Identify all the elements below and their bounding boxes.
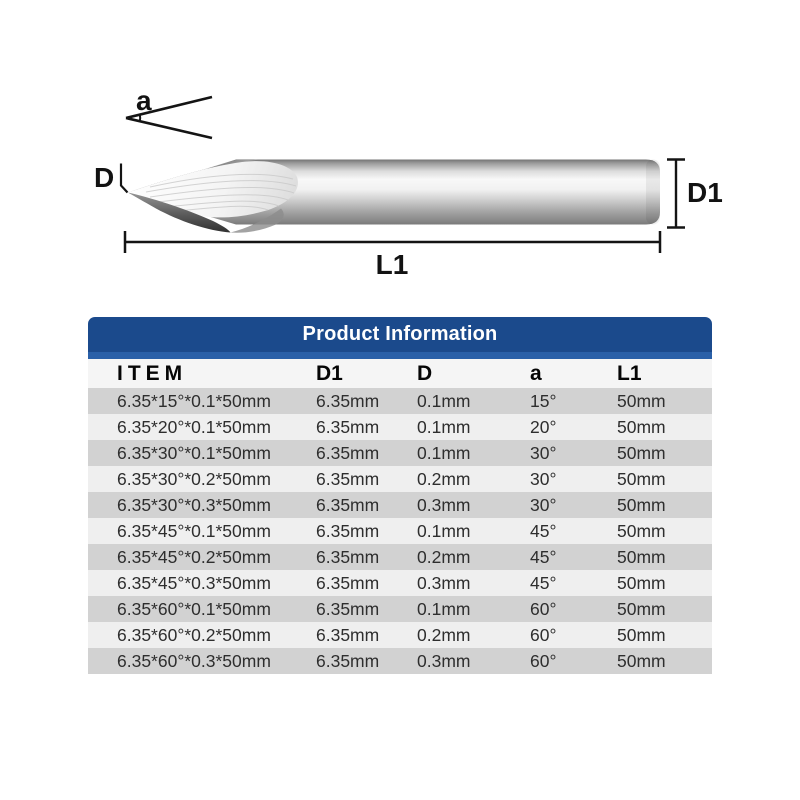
shank: [236, 160, 660, 225]
angle-label: a: [136, 85, 152, 116]
cell-d1: 6.35mm: [316, 598, 380, 619]
column-header-l1: L1: [617, 361, 642, 385]
cell-l1: 50mm: [617, 390, 666, 411]
engraving-bit-drawing: [128, 160, 660, 233]
tip-diameter-bracket: [121, 164, 128, 193]
cell-item: 6.35*30°*0.2*50mm: [117, 468, 271, 489]
cell-l1: 50mm: [617, 650, 666, 671]
column-header-a: a: [530, 361, 542, 385]
column-header-d: D: [417, 361, 433, 385]
cell-l1: 50mm: [617, 494, 666, 515]
table-row: [88, 466, 712, 492]
cell-a: 30°: [530, 468, 557, 489]
table-row: [88, 648, 712, 674]
table-row: [88, 388, 712, 414]
cell-d: 0.3mm: [417, 494, 471, 515]
cell-a: 20°: [530, 416, 557, 437]
cell-item: 6.35*45°*0.3*50mm: [117, 572, 271, 593]
cell-l1: 50mm: [617, 624, 666, 645]
tool-diagram: [0, 0, 800, 310]
table-body: [88, 388, 712, 674]
table-row: [88, 440, 712, 466]
table-row: [88, 544, 712, 570]
cell-d: 0.3mm: [417, 650, 471, 671]
cell-l1: 50mm: [617, 598, 666, 619]
table-row: [88, 622, 712, 648]
table-row: [88, 492, 712, 518]
shank-diameter-label: D1: [687, 177, 723, 208]
cell-a: 15°: [530, 390, 557, 411]
cell-item: 6.35*20°*0.1*50mm: [117, 416, 271, 437]
cell-d: 0.1mm: [417, 442, 471, 463]
product-table: [88, 317, 712, 674]
table-row: [88, 596, 712, 622]
cell-item: 6.35*45°*0.2*50mm: [117, 546, 271, 567]
cell-item: 6.35*60°*0.3*50mm: [117, 650, 271, 671]
cell-d1: 6.35mm: [316, 494, 380, 515]
cell-d: 0.2mm: [417, 624, 471, 645]
cell-d1: 6.35mm: [316, 520, 380, 541]
cell-l1: 50mm: [617, 572, 666, 593]
cell-d1: 6.35mm: [316, 572, 380, 593]
column-header-item: ITEM: [117, 361, 188, 385]
length-label: L1: [375, 249, 409, 280]
shank-diameter-dimension: [667, 160, 685, 228]
cell-d1: 6.35mm: [316, 468, 380, 489]
table-title: Product Information: [88, 317, 712, 359]
cell-d: 0.1mm: [417, 390, 471, 411]
cell-d1: 6.35mm: [316, 650, 380, 671]
cell-d1: 6.35mm: [316, 442, 380, 463]
cell-a: 45°: [530, 546, 557, 567]
cell-item: 6.35*45°*0.1*50mm: [117, 520, 271, 541]
cell-item: 6.35*60°*0.1*50mm: [117, 598, 271, 619]
cell-a: 30°: [530, 494, 557, 515]
cell-l1: 50mm: [617, 520, 666, 541]
cell-d: 0.1mm: [417, 598, 471, 619]
cell-item: 6.35*30°*0.1*50mm: [117, 442, 271, 463]
cell-a: 45°: [530, 572, 557, 593]
table-header-row: [88, 359, 712, 388]
cell-d: 0.1mm: [417, 416, 471, 437]
tip-diameter-label: D: [94, 162, 115, 193]
cell-l1: 50mm: [617, 546, 666, 567]
cell-item: 6.35*15°*0.1*50mm: [117, 390, 271, 411]
table-row: [88, 414, 712, 440]
cell-d1: 6.35mm: [316, 546, 380, 567]
cell-item: 6.35*30°*0.3*50mm: [117, 494, 271, 515]
cell-l1: 50mm: [617, 442, 666, 463]
cell-a: 45°: [530, 520, 557, 541]
cell-a: 60°: [530, 650, 557, 671]
cell-d: 0.2mm: [417, 546, 471, 567]
cell-l1: 50mm: [617, 468, 666, 489]
cell-d: 0.2mm: [417, 468, 471, 489]
cell-a: 30°: [530, 442, 557, 463]
cell-d: 0.3mm: [417, 572, 471, 593]
column-header-d1: D1: [316, 361, 343, 385]
cell-d1: 6.35mm: [316, 390, 380, 411]
cell-d1: 6.35mm: [316, 624, 380, 645]
cell-l1: 50mm: [617, 416, 666, 437]
cell-a: 60°: [530, 598, 557, 619]
cell-item: 6.35*60°*0.2*50mm: [117, 624, 271, 645]
cell-d1: 6.35mm: [316, 416, 380, 437]
cell-a: 60°: [530, 624, 557, 645]
table-row: [88, 570, 712, 596]
cell-d: 0.1mm: [417, 520, 471, 541]
table-row: [88, 518, 712, 544]
